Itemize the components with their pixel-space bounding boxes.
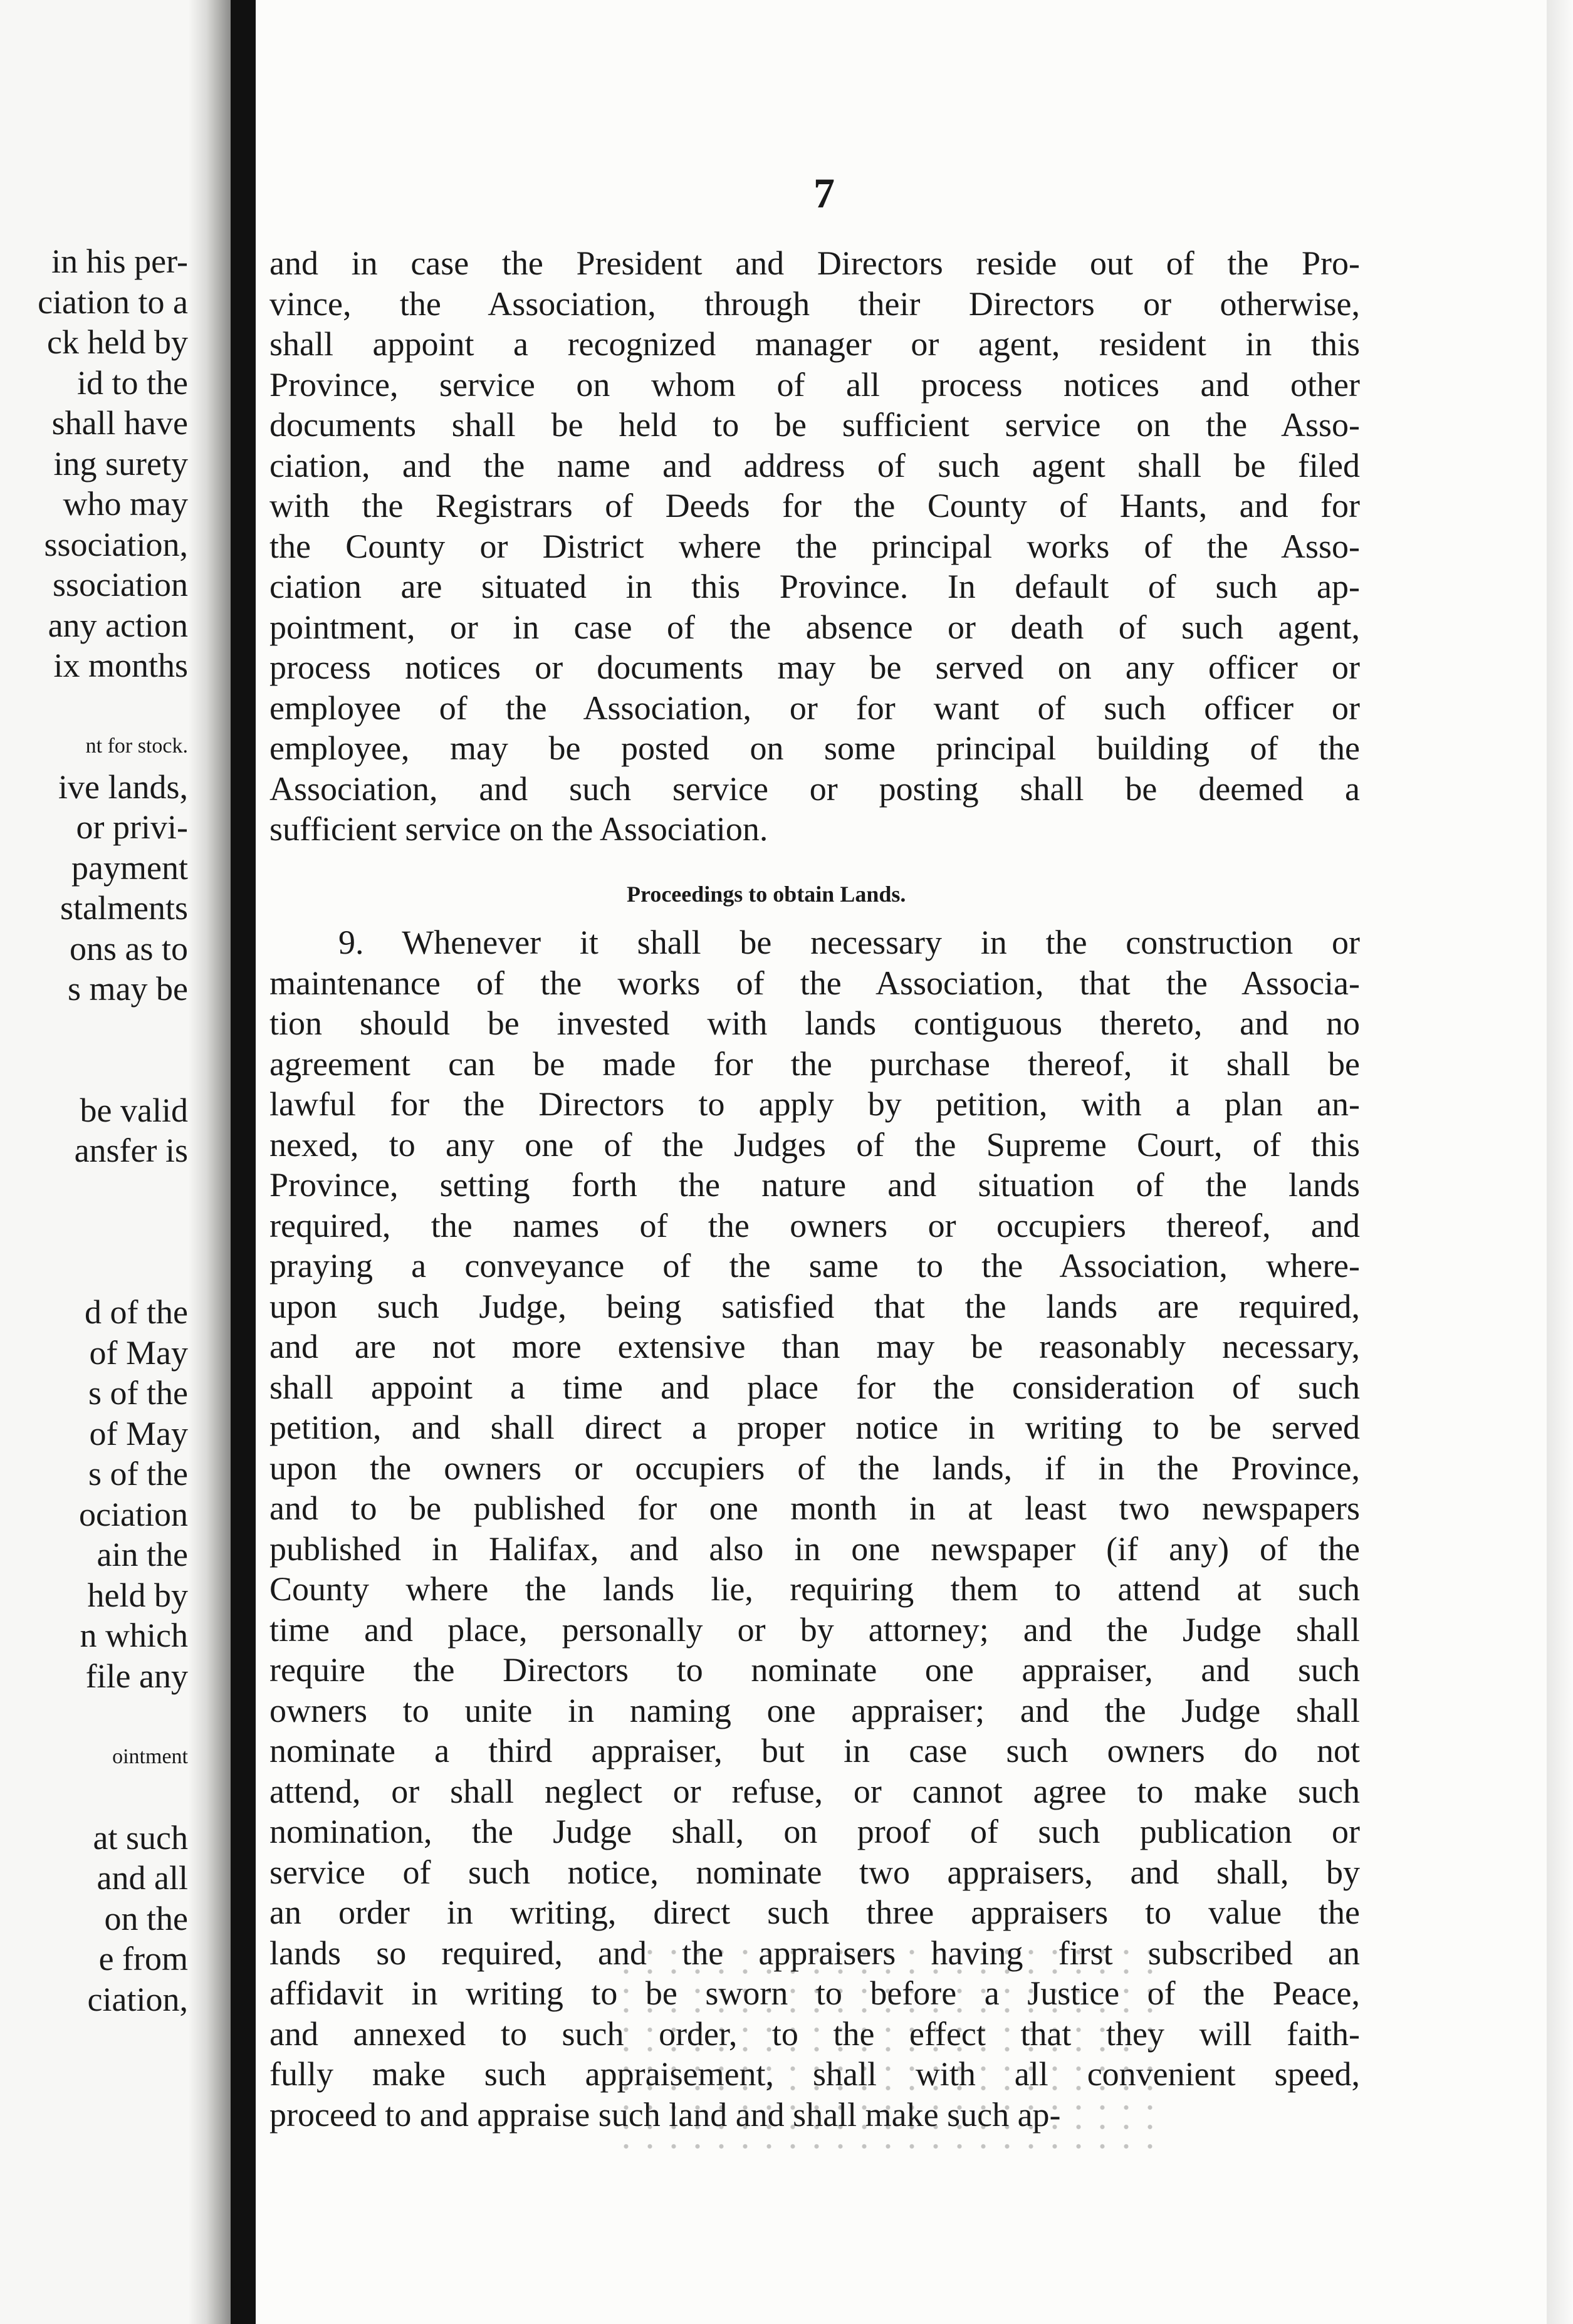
text-line: required, the names of the owners or occupiers thereof, and	[269, 1206, 1360, 1244]
left-page-line: who may	[63, 485, 188, 523]
text-line: upon the owners or occupiers of the lands, if in the Province,	[269, 1449, 1360, 1487]
left-page-line	[0, 1211, 188, 1252]
left-page-line: file any	[85, 1657, 188, 1695]
text-line: documents shall be held to be sufficient service on the Asso-	[269, 406, 1360, 444]
binding-shadow	[207, 0, 231, 2324]
book-binding-edge	[231, 0, 256, 2324]
left-page-line: stalments	[60, 889, 188, 927]
text-line: and in case the President and Directors reside out of the Pro-	[269, 244, 1360, 282]
left-page-line: ix months	[53, 647, 188, 684]
left-page-line: ing surety	[53, 444, 188, 482]
text-line: 9. Whenever it shall be necessary in the construction or	[338, 924, 1360, 961]
text-line: employee, may be posted on some principal building of the	[269, 729, 1360, 767]
left-page-line: any action	[48, 606, 188, 644]
right-page-edge	[1547, 0, 1573, 2324]
left-page-line: at such	[93, 1818, 188, 1857]
left-page-line: n which	[80, 1617, 188, 1654]
text-line: and to be published for one month in at least two newspapers	[269, 1489, 1360, 1527]
left-page-line: in his per-	[51, 242, 188, 280]
left-page-line: and all	[97, 1859, 188, 1897]
left-page-line: nt for stock.	[85, 734, 188, 758]
left-page-line: ociation	[79, 1495, 188, 1533]
gutter-shadow	[188, 0, 207, 2324]
text-line: employee of the Association, or for want of such officer or	[269, 689, 1360, 727]
left-page-line: of May	[89, 1414, 188, 1452]
left-page-line: ons as to	[70, 929, 188, 967]
text-line: nomination, the Judge shall, on proof of such publication or	[269, 1813, 1360, 1850]
text-line: require the Directors to nominate one appraiser, and such	[269, 1651, 1360, 1689]
left-page-line	[0, 1171, 188, 1212]
left-page-line: ck held by	[47, 323, 188, 361]
left-page-fragment	[0, 0, 209, 2324]
left-page-line: payment	[71, 848, 188, 887]
left-page-line: e from	[98, 1940, 188, 1977]
text-line: praying a conveyance of the same to the Association, where-	[269, 1247, 1360, 1284]
text-line: attend, or shall neglect or refuse, or cannot agree to make such	[269, 1772, 1360, 1810]
left-page-line	[0, 1696, 188, 1737]
left-page-line: d of the	[85, 1293, 188, 1331]
left-page-line: shall have	[51, 404, 188, 442]
left-page-line	[0, 1252, 188, 1293]
left-page-line: ive lands,	[58, 768, 188, 806]
text-line: pointment, or in case of the absence or death of such agent,	[269, 608, 1360, 646]
left-page-text-fragments	[0, 241, 188, 2019]
left-page-line	[0, 1009, 188, 1050]
text-line: service of such notice, nominate two appraisers, and shall, by	[269, 1853, 1360, 1891]
left-page-line: of May	[89, 1333, 188, 1372]
text-line: petition, and shall direct a proper notice in writing to be served	[269, 1409, 1360, 1446]
left-page-line: s of the	[88, 1374, 188, 1412]
left-page-line: on the	[104, 1899, 188, 1937]
left-page-line	[0, 1050, 188, 1090]
text-line: ciation, and the name and address of such agent shall be filed	[269, 446, 1360, 484]
text-line: and annexed to such order, to the effect that they will faith-	[269, 2014, 1360, 2053]
text-line: an order in writing, direct such three appraisers to value the	[269, 1894, 1360, 1931]
text-line: the County or District where the principal works of the Asso-	[269, 527, 1360, 565]
text-line: owners to unite in naming one appraiser; and the Judge shall	[269, 1691, 1360, 1729]
left-page-line: ssociation,	[44, 525, 188, 563]
left-page-line	[0, 686, 188, 727]
text-line: agreement can be made for the purchase thereof, it shall be	[269, 1045, 1360, 1083]
text-line: process notices or documents may be served on any officer or	[269, 649, 1360, 686]
text-line: nominate a third appraiser, but in case such owners do not	[269, 1732, 1360, 1769]
text-line: Province, service on whom of all process notices and other	[269, 365, 1360, 404]
text-line: vince, the Association, through their Directors or otherwise,	[269, 284, 1360, 323]
text-line: ciation are situated in this Province. In default of such ap-	[269, 568, 1360, 605]
text-line: Province, setting forth the nature and situation of the lands	[269, 1166, 1360, 1204]
text-line: lands so required, and the appraisers having first subscribed an	[269, 1934, 1360, 1972]
print-speckle-damage	[614, 1942, 1153, 2149]
section-heading: Proceedings to obtain Lands.	[627, 882, 906, 907]
text-line: fully make such appraisement, shall with all convenient speed,	[269, 2055, 1360, 2093]
left-page-line: ansfer is	[74, 1132, 188, 1169]
text-line: with the Registrars of Deeds for the County of Hants, and for	[269, 487, 1360, 524]
text-line: and are not more extensive than may be reasonably necessary,	[269, 1328, 1360, 1365]
left-page-line: held by	[87, 1576, 188, 1614]
text-line: Association, and such service or posting shall be deemed a	[269, 769, 1360, 808]
text-line: maintenance of the works of the Association, that the Associa-	[269, 964, 1360, 1002]
left-page-line: ciation to a	[38, 283, 188, 321]
text-line: sufficient service on the Association.	[269, 810, 768, 848]
left-page-line: s of the	[88, 1455, 188, 1493]
text-line: tion should be invested with lands contiguous thereto, and no	[269, 1004, 1360, 1042]
text-line: nexed, to any one of the Judges of the Supreme Court, of this	[269, 1125, 1360, 1164]
left-page-line	[0, 1777, 188, 1818]
left-page-line: ain the	[97, 1536, 188, 1573]
left-page-line: ssociation	[53, 566, 188, 603]
paragraph-agent-service	[269, 243, 1360, 850]
left-page-line: id to the	[77, 363, 188, 402]
text-line: proceed to and appraise such land and shall make such ap-	[269, 2095, 1061, 2134]
text-line: time and place, personally or by attorney; and the Judge shall	[269, 1610, 1360, 1649]
left-page-line: ointment	[112, 1744, 188, 1768]
text-line: County where the lands lie, requiring them to attend at such	[269, 1570, 1360, 1608]
page-number: 7	[813, 169, 835, 217]
text-line: published in Halifax, and also in one newspaper (if any) of the	[269, 1529, 1360, 1568]
text-line: lawful for the Directors to apply by petition, with a plan an-	[269, 1085, 1360, 1123]
left-page-line: s may be	[68, 970, 188, 1008]
text-line: shall appoint a recognized manager or agent, resident in this	[269, 325, 1360, 363]
text-line: upon such Judge, being satisfied that the lands are required,	[269, 1287, 1360, 1325]
text-line: affidavit in writing to be sworn to before a Justice of the Peace,	[269, 1974, 1360, 2012]
left-page-line: be valid	[80, 1091, 188, 1129]
left-page-line: or privi-	[76, 808, 188, 846]
text-line: shall appoint a time and place for the consideration of such	[269, 1368, 1360, 1406]
left-page-line: ciation,	[87, 1980, 188, 2018]
